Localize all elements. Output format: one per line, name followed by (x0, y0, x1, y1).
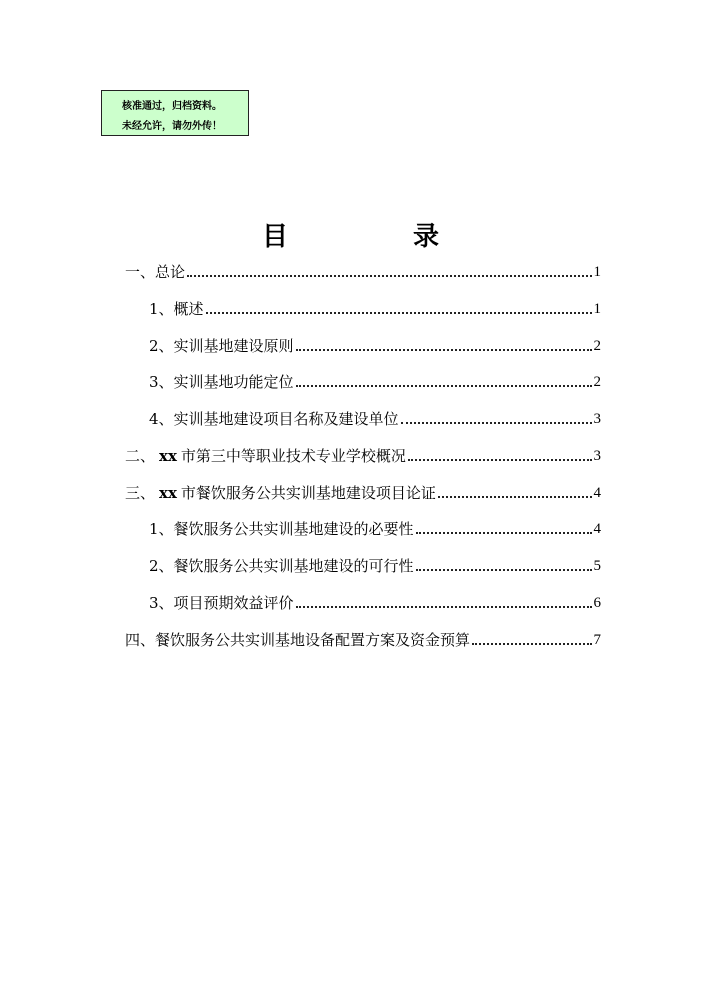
toc-entry-page: 3 (593, 448, 601, 464)
toc-entry-page: 7 (593, 632, 601, 648)
toc-leader-dots (416, 532, 592, 534)
toc-entry[interactable] (125, 444, 601, 466)
toc-entry[interactable] (125, 481, 601, 503)
toc-leader-dots (296, 349, 592, 351)
toc-entry-label: 1、概述 (149, 300, 204, 318)
toc-leader-dots (296, 385, 592, 387)
toc-entry[interactable] (125, 628, 601, 650)
page-title (0, 216, 703, 252)
stamp-line-2: 未经允许，请勿外传！ (122, 121, 222, 132)
toc-label-rest: 市第三中等职业技术专业学校概况 (180, 447, 406, 465)
toc-leader-dots (296, 606, 592, 608)
toc-label-rest: 市餐饮服务公共实训基地建设项目论证 (180, 484, 436, 502)
toc-entry[interactable] (149, 297, 601, 319)
toc-entry[interactable] (149, 407, 601, 429)
toc-entry-label: 4、实训基地建设项目名称及建设单位 (149, 410, 399, 428)
toc-entry[interactable] (149, 591, 601, 613)
toc-entry-label: 2、实训基地建设原则 (149, 337, 294, 355)
toc-entry-page: 6 (593, 595, 601, 611)
toc-entry-label (125, 446, 406, 466)
toc-entry-page: 1 (593, 264, 601, 280)
toc-entry-label: 四、餐饮服务公共实训基地设备配置方案及资金预算 (125, 631, 471, 649)
toc-entry-page: 3 (593, 411, 601, 427)
toc-entry-page: 1 (593, 301, 601, 317)
toc-entry-page: 2 (593, 338, 601, 354)
toc-leader-dots (187, 275, 591, 277)
toc-label-prefix: 二、 (125, 447, 156, 465)
toc-leader-dots (438, 496, 592, 498)
toc-leader-dots (416, 569, 592, 571)
toc-leader-dots (401, 422, 592, 424)
approval-stamp (101, 90, 249, 136)
toc-entry-label (125, 483, 436, 503)
toc-label-prefix: 三、 (125, 484, 156, 502)
toc-entry-page: 4 (593, 521, 601, 537)
stamp-line-1: 核准通过，归档资料。 (122, 101, 222, 112)
toc-label-xx: xx (159, 447, 177, 465)
toc-entry-page: 2 (593, 374, 601, 390)
toc-entry-page: 5 (593, 558, 601, 574)
toc-entry-label: 3、实训基地功能定位 (149, 373, 294, 391)
toc-entry[interactable] (149, 334, 601, 356)
toc-entry[interactable] (149, 517, 601, 539)
toc-entry-label: 2、餐饮服务公共实训基地建设的可行性 (149, 557, 414, 575)
toc-leader-dots (206, 312, 592, 314)
toc-entry[interactable] (149, 370, 601, 392)
toc-leader-dots (408, 459, 592, 461)
toc-entry-label: 3、项目预期效益评价 (149, 594, 294, 612)
toc-entry-label: 一、总论 (125, 263, 186, 281)
toc-entry[interactable] (149, 554, 601, 576)
toc-entry-page: 4 (593, 485, 601, 501)
toc-leader-dots (472, 643, 591, 645)
toc-label-xx: xx (159, 484, 177, 502)
title-char-2: 录 (413, 222, 440, 252)
toc-entry-label: 1、餐饮服务公共实训基地建设的必要性 (149, 520, 414, 538)
toc-entry[interactable] (125, 260, 601, 282)
title-char-1: 目 (262, 222, 289, 252)
